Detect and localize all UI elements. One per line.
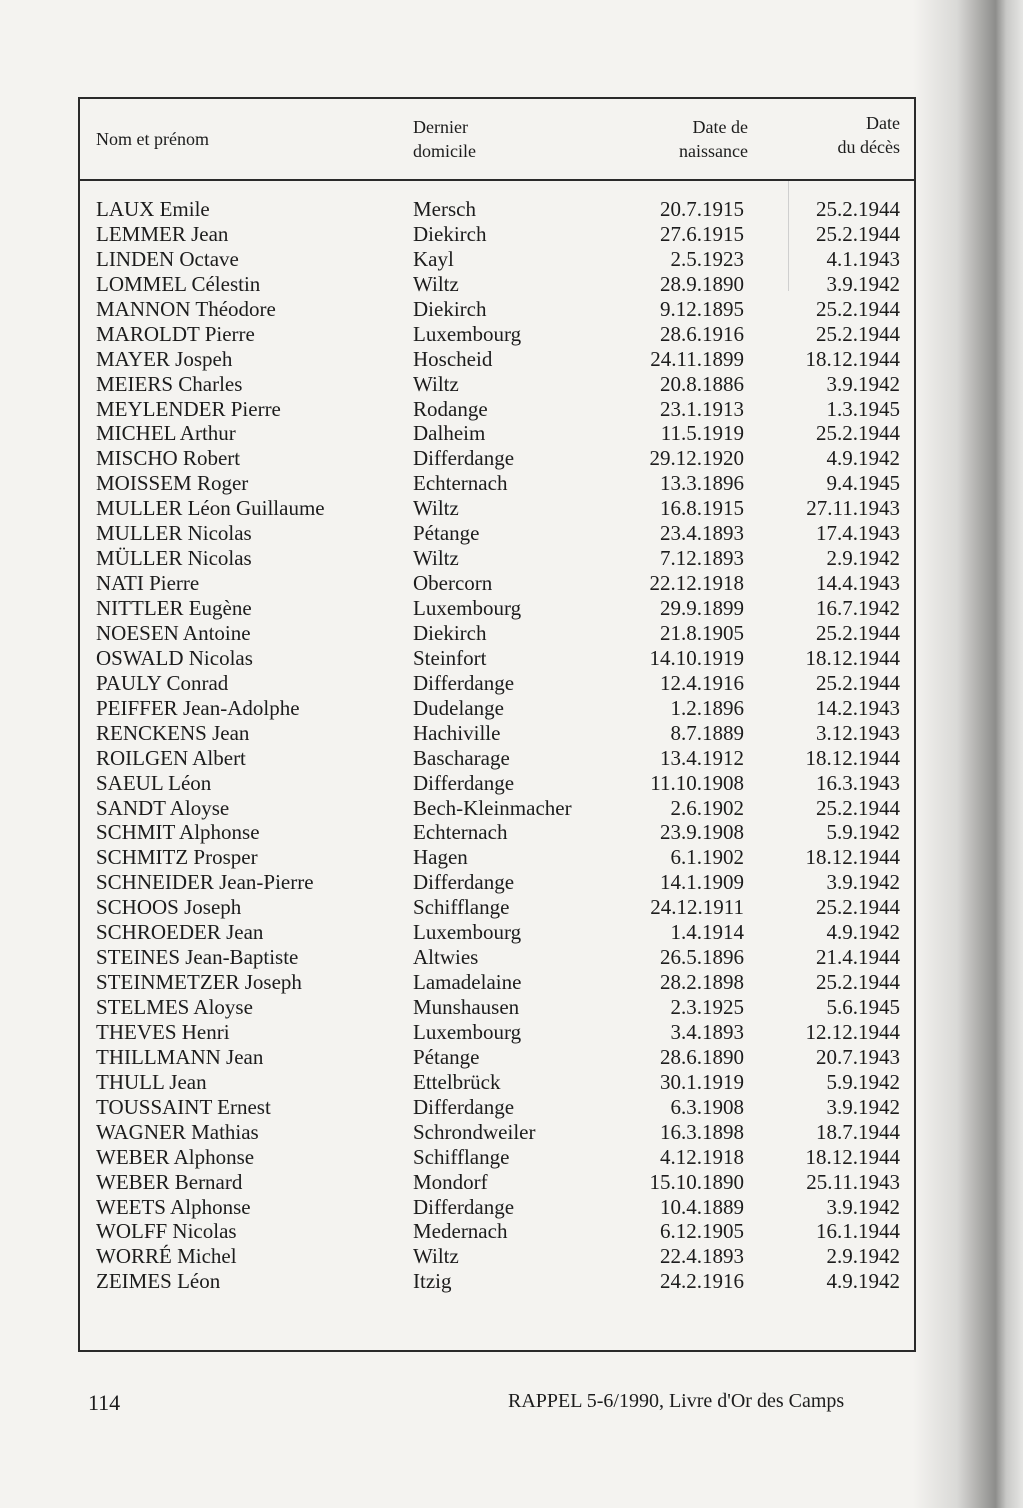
last-domicile: Differdange [413,670,515,695]
table-row [80,372,914,397]
birth-date: 13.3.1896 [660,471,744,496]
death-date: 25.2.1944 [816,895,900,920]
person-name: LAUX Emile [96,197,210,221]
publication-title: RAPPEL 5-6/1990, Livre d'Or des Camps [508,1390,845,1412]
death-date: 25.2.1944 [816,296,900,321]
death-date: 25.11.1943 [806,1169,900,1194]
death-date: 2.9.1942 [826,1244,900,1269]
birth-date: 28.6.1916 [660,321,744,346]
last-domicile: Dudelange [413,695,504,720]
person-name: MEIERS Charles [96,371,243,396]
table-row [80,546,914,571]
last-domicile: Diekirch [413,620,487,645]
birth-date: 6.3.1908 [670,1094,744,1119]
birth-date: 24.11.1899 [650,346,744,371]
memorial-table [78,97,916,1352]
death-date: 17.4.1943 [816,521,900,546]
birth-date: 28.9.1890 [660,271,744,296]
table-row [80,297,914,322]
person-name: SCHROEDER Jean [96,920,264,945]
birth-date: 9.12.1895 [660,296,744,321]
death-date: 25.2.1944 [816,321,900,346]
table-row [80,596,914,621]
last-domicile: Altwies [413,945,479,970]
table-row [80,1095,914,1120]
last-domicile: Pétange [413,521,480,546]
table-row [80,945,914,970]
birth-date: 14.10.1919 [649,645,744,670]
last-domicile: Schifflange [413,895,510,920]
header-death-line1: Date [866,113,900,133]
last-domicile: Differdange [413,446,515,471]
page-number: 114 [88,1390,121,1415]
last-domicile: Wiltz [413,271,459,296]
person-name: THULL Jean [96,1069,207,1094]
person-name: SCHMIT Alphonse [96,820,260,845]
last-domicile: Differdange [413,1094,515,1119]
birth-date: 8.7.1889 [670,720,744,745]
birth-date: 11.10.1908 [650,770,744,795]
table-row [80,895,914,920]
person-name: MEYLENDER Pierre [96,396,281,421]
header-death [838,111,900,159]
death-date: 16.1.1944 [816,1219,900,1244]
death-date: 14.2.1943 [816,695,900,720]
death-date: 9.4.1945 [826,471,900,496]
table-row [80,272,914,297]
table-row [80,222,914,247]
person-name: TOUSSAINT Ernest [96,1094,271,1119]
death-date: 4.1.1943 [826,246,900,271]
last-domicile: Bascharage [413,745,510,770]
table-row [80,1120,914,1145]
birth-date: 13.4.1912 [660,745,744,770]
death-date: 25.2.1944 [816,670,900,695]
last-domicile: Schrondweiler [413,1119,536,1144]
person-name: MULLER Nicolas [96,521,252,546]
table-row [80,1020,914,1045]
table-row [80,1045,914,1070]
table-row [80,1070,914,1095]
death-date: 4.9.1942 [826,920,900,945]
birth-date: 27.6.1915 [660,221,744,246]
table-row [80,197,914,222]
table-row [80,347,914,372]
header-birth-line1: Date de [692,117,748,137]
birth-date: 16.3.1898 [660,1119,744,1144]
person-name: MANNON Théodore [96,296,276,321]
birth-date: 12.4.1916 [660,670,744,695]
table-row [80,397,914,422]
last-domicile: Itzig [413,1269,452,1294]
person-name: LEMMER Jean [96,221,229,246]
person-name: SCHNEIDER Jean-Pierre [96,870,314,895]
table-row [80,471,914,496]
table-row [80,247,914,272]
birth-date: 20.8.1886 [660,371,744,396]
last-domicile: Lamadelaine [413,970,522,995]
person-name: ROILGEN Albert [96,745,246,770]
person-name: NITTLER Eugène [96,596,252,620]
header-birth [668,115,748,163]
person-name: NATI Pierre [96,571,200,596]
birth-date: 2.6.1902 [670,795,744,820]
death-date: 18.12.1944 [805,745,900,770]
birth-date: 16.8.1915 [660,496,744,521]
table-row [80,671,914,696]
last-domicile: Dalheim [413,421,486,446]
last-domicile: Luxembourg [413,321,522,346]
person-name: MICHEL Arthur [96,421,236,446]
header-domicile-line1: Dernier [413,117,468,137]
person-name: OSWALD Nicolas [96,645,253,670]
person-name: SANDT Aloyse [96,795,230,820]
birth-date: 30.1.1919 [660,1069,744,1094]
table-row [80,1244,914,1269]
birth-date: 3.4.1893 [670,1019,744,1044]
person-name: WOLFF Nicolas [96,1219,237,1244]
birth-date: 29.12.1920 [649,446,744,471]
header-domicile [413,115,476,163]
death-date: 21.4.1944 [816,945,900,970]
table-row [80,721,914,746]
death-date: 27.11.1943 [806,496,900,521]
death-date: 18.12.1944 [805,845,900,870]
table-row [80,820,914,845]
death-date: 2.9.1942 [826,546,900,571]
death-date: 3.9.1942 [826,271,900,296]
last-domicile: Schifflange [413,1144,510,1169]
header-birth-line2: naissance [679,141,748,161]
death-date: 14.4.1943 [816,571,900,596]
table-row [80,621,914,646]
person-name: NOESEN Antoine [96,620,251,645]
death-date: 3.9.1942 [826,371,900,396]
table-row [80,696,914,721]
table-row [80,771,914,796]
last-domicile: Wiltz [413,371,459,396]
person-name: MAYER Jospeh [96,346,233,371]
birth-date: 4.12.1918 [660,1144,744,1169]
person-name: WEBER Bernard [96,1169,243,1194]
last-domicile: Hoscheid [413,346,493,371]
table-row [80,995,914,1020]
table-row [80,571,914,596]
last-domicile: Rodange [413,396,488,421]
person-name: WORRÉ Michel [96,1244,237,1269]
person-name: MOISSEM Roger [96,471,249,496]
death-date: 5.6.1945 [826,995,900,1019]
person-name: MULLER Léon Guillaume [96,496,325,521]
death-date: 25.2.1944 [816,620,900,645]
birth-date: 1.4.1914 [670,920,744,945]
death-date: 18.12.1944 [805,346,900,371]
table-body [80,197,914,1294]
death-date: 3.12.1943 [816,720,900,745]
birth-date: 7.12.1893 [660,546,744,571]
table-row [80,920,914,945]
table-row [80,1269,914,1294]
header-domicile-line2: domicile [413,141,476,161]
death-date: 3.9.1942 [826,1094,900,1119]
last-domicile: Differdange [413,770,515,795]
death-date: 5.9.1942 [826,820,900,845]
birth-date: 10.4.1889 [660,1194,744,1219]
table-row [80,446,914,471]
last-domicile: Wiltz [413,546,459,571]
table-row [80,845,914,870]
person-name: PEIFFER Jean-Adolphe [96,695,300,720]
birth-date: 6.1.1902 [670,845,744,870]
death-date: 18.7.1944 [816,1119,900,1144]
death-date: 20.7.1943 [816,1044,900,1069]
birth-date: 22.12.1918 [649,571,744,596]
death-date: 18.12.1944 [805,645,900,670]
death-date: 16.3.1943 [816,770,900,795]
birth-date: 26.5.1896 [660,945,744,970]
birth-date: 28.2.1898 [660,970,744,995]
birth-date: 24.2.1916 [660,1269,744,1294]
person-name: STEINMETZER Joseph [96,970,302,995]
death-date: 5.9.1942 [826,1069,900,1094]
death-date: 25.2.1944 [816,795,900,820]
last-domicile: Hachiville [413,720,501,745]
birth-date: 24.12.1911 [650,895,744,920]
table-header [80,99,914,181]
last-domicile: Hagen [413,845,468,870]
birth-date: 6.12.1905 [660,1219,744,1244]
person-name: RENCKENS Jean [96,720,250,745]
death-date: 16.7.1942 [816,596,900,620]
last-domicile: Wiltz [413,1244,459,1269]
last-domicile: Mondorf [413,1169,488,1194]
death-date: 25.2.1944 [816,197,900,221]
last-domicile: Diekirch [413,296,487,321]
table-row [80,870,914,895]
person-name: WAGNER Mathias [96,1119,259,1144]
person-name: MÜLLER Nicolas [96,546,252,571]
death-date: 4.9.1942 [826,1269,900,1294]
birth-date: 11.5.1919 [660,421,744,446]
birth-date: 23.4.1893 [660,521,744,546]
table-row [80,1219,914,1244]
birth-date: 21.8.1905 [660,620,744,645]
header-name: Nom et prénom [96,129,209,149]
table-row [80,646,914,671]
table-row [80,496,914,521]
last-domicile: Echternach [413,820,508,845]
last-domicile: Pétange [413,1044,480,1069]
table-row [80,322,914,347]
last-domicile: Mersch [413,197,476,221]
birth-date: 22.4.1893 [660,1244,744,1269]
birth-date: 14.1.1909 [660,870,744,895]
last-domicile: Wiltz [413,496,459,521]
person-name: WEETS Alphonse [96,1194,251,1219]
person-name: LINDEN Octave [96,246,239,271]
birth-date: 29.9.1899 [660,596,744,620]
person-name: THILLMANN Jean [96,1044,264,1069]
last-domicile: Kayl [413,246,454,271]
table-row [80,1145,914,1170]
last-domicile: Luxembourg [413,1019,522,1044]
page-gutter-shadow [913,0,1023,1508]
last-domicile: Obercorn [413,571,493,596]
table-row [80,521,914,546]
person-name: PAULY Conrad [96,670,229,695]
table-row [80,796,914,821]
last-domicile: Echternach [413,471,508,496]
last-domicile: Steinfort [413,645,487,670]
person-name: SAEUL Léon [96,770,212,795]
person-name: STELMES Aloyse [96,995,253,1019]
death-date: 25.2.1944 [816,221,900,246]
last-domicile: Luxembourg [413,596,522,620]
last-domicile: Differdange [413,870,515,895]
last-domicile: Munshausen [413,995,520,1019]
birth-date: 2.3.1925 [670,995,744,1019]
death-date: 18.12.1944 [805,1144,900,1169]
death-date: 4.9.1942 [826,446,900,471]
table-row [80,746,914,771]
last-domicile: Medernach [413,1219,508,1244]
birth-date: 1.2.1896 [670,695,744,720]
person-name: LOMMEL Célestin [96,271,261,296]
person-name: MISCHO Robert [96,446,241,471]
header-death-line2: du décès [837,137,900,157]
table-row [80,1195,914,1220]
person-name: MAROLDT Pierre [96,321,255,346]
death-date: 3.9.1942 [826,1194,900,1219]
last-domicile: Ettelbrück [413,1069,501,1094]
birth-date: 20.7.1915 [660,197,744,221]
person-name: STEINES Jean-Baptiste [96,945,299,970]
person-name: THEVES Henri [96,1019,230,1044]
last-domicile: Diekirch [413,221,487,246]
table-row [80,970,914,995]
last-domicile: Luxembourg [413,920,522,945]
birth-date: 23.9.1908 [660,820,744,845]
birth-date: 2.5.1923 [670,246,744,271]
death-date: 25.2.1944 [816,970,900,995]
birth-date: 28.6.1890 [660,1044,744,1069]
death-date: 12.12.1944 [805,1019,900,1044]
birth-date: 15.10.1890 [649,1169,744,1194]
person-name: SCHMITZ Prosper [96,845,258,870]
person-name: SCHOOS Joseph [96,895,242,920]
last-domicile: Differdange [413,1194,515,1219]
person-name: ZEIMES Léon [96,1269,221,1294]
birth-date: 23.1.1913 [660,396,744,421]
person-name: WEBER Alphonse [96,1144,255,1169]
table-row [80,1170,914,1195]
table-row [80,421,914,446]
death-date: 25.2.1944 [816,421,900,446]
last-domicile: Bech-Kleinmacher [413,795,572,820]
death-date: 1.3.1945 [826,396,900,421]
death-date: 3.9.1942 [826,870,900,895]
